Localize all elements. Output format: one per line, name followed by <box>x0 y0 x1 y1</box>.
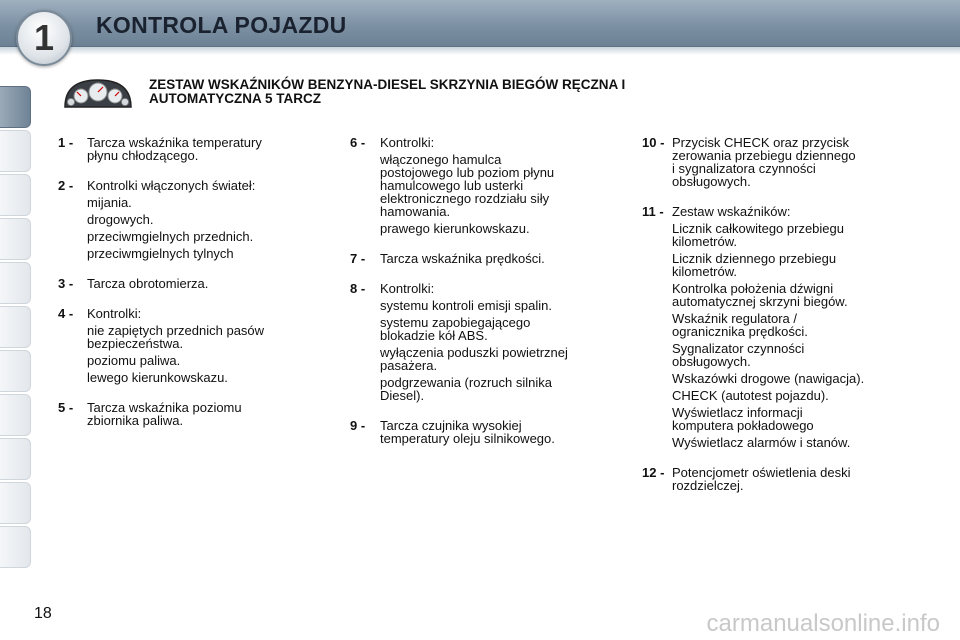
legend-subitem <box>672 372 914 385</box>
watermark: carmanualsonline.info <box>706 610 940 637</box>
legend-column-1 <box>58 136 318 427</box>
legend-subitem-text: przeciwmgielnych przednich. <box>87 229 254 244</box>
legend-subitem <box>672 312 914 338</box>
legend-subitem <box>672 406 914 432</box>
legend-item-text: Kontrolki: <box>87 306 142 321</box>
page-number: 18 <box>34 605 52 622</box>
legend-item-text: płynu chłodzącego. <box>87 148 199 163</box>
legend-subitem <box>380 222 612 235</box>
chapter-tab-10[interactable] <box>0 482 31 524</box>
legend-subitem <box>672 389 914 402</box>
legend-item-number: 9 - <box>350 418 366 433</box>
legend-subitem <box>380 376 612 402</box>
header-fade <box>0 47 960 55</box>
legend-subitem <box>672 436 914 449</box>
legend-subitem-text: Sygnalizator czynności <box>672 341 805 356</box>
legend-item-number: 6 - <box>350 135 366 150</box>
legend-subitem <box>380 346 612 372</box>
legend-subitem-text: Wskaźnik regulatora / <box>672 311 797 326</box>
chapter-tab-1[interactable] <box>0 86 31 128</box>
legend-item-text: Kontrolki: <box>380 135 435 150</box>
legend-subitem <box>380 299 612 312</box>
legend-subitem-text: Wyświetlacz alarmów i stanów. <box>672 435 851 450</box>
legend-item-text: Tarcza wskaźnika temperatury <box>87 135 262 150</box>
legend-subitem-text: Licznik całkowitego przebiegu <box>672 221 844 236</box>
legend-subitem-text: pasażera. <box>380 358 438 373</box>
chapter-tab-8[interactable] <box>0 394 31 436</box>
legend-subitem-text: Licznik dziennego przebiegu <box>672 251 837 266</box>
legend-subitem-text: Kontrolka położenia dźwigni <box>672 281 834 296</box>
legend-item-number: 5 - <box>58 400 74 415</box>
chapter-tab-7[interactable] <box>0 350 31 392</box>
legend-subitem-text: kilometrów. <box>672 264 738 279</box>
legend-item-text: Przycisk CHECK oraz przycisk <box>672 135 849 150</box>
legend-item <box>58 136 318 162</box>
legend-item-number: 11 - <box>642 204 664 219</box>
legend-item <box>350 282 612 402</box>
legend-item <box>350 419 612 445</box>
legend-subitem <box>87 371 318 384</box>
legend-subitem-text: drogowych. <box>87 212 154 227</box>
legend-subitem-text: obsługowych. <box>672 354 751 369</box>
legend-item <box>642 466 914 492</box>
legend-item-number: 3 - <box>58 276 74 291</box>
legend-item-text: Potencjometr oświetlenia deski <box>672 465 851 480</box>
legend-column-3 <box>642 136 914 492</box>
legend-subitem-text: nie zapiętych przednich pasów <box>87 323 265 338</box>
legend-item <box>642 205 914 449</box>
legend-item <box>350 252 612 265</box>
legend-subitem-text: CHECK (autotest pojazdu). <box>672 388 829 403</box>
legend-subitem <box>87 196 318 209</box>
legend-item-number: 7 - <box>350 251 366 266</box>
chapter-tab-6[interactable] <box>0 306 31 348</box>
legend-item-text: zerowania przebiegu dziennego <box>672 148 856 163</box>
legend-subitem-text: komputera pokładowego <box>672 418 814 433</box>
legend-item <box>58 307 318 384</box>
legend-subitem-text: przeciwmgielnych tylnych <box>87 246 234 261</box>
legend-item-number: 12 - <box>642 465 665 480</box>
legend-subitem <box>87 213 318 226</box>
legend-item-text: Tarcza wskaźnika prędkości. <box>380 251 545 266</box>
chapter-tab-11[interactable] <box>0 526 31 568</box>
legend-item-text: Tarcza wskaźnika poziomu <box>87 400 242 415</box>
legend-item <box>642 136 914 188</box>
legend-subitem-text: bezpieczeństwa. <box>87 336 184 351</box>
legend-item-text: obsługowych. <box>672 174 751 189</box>
legend-item-text: Tarcza czujnika wysokiej <box>380 418 522 433</box>
legend-subitem-text: postojowego lub poziom płynu <box>380 165 555 180</box>
legend-column-2 <box>350 136 612 445</box>
legend-subitem-text: lewego kierunkowskazu. <box>87 370 228 385</box>
legend-item-text: Kontrolki: <box>380 281 435 296</box>
legend-subitem <box>87 324 318 350</box>
legend-subitem-text: ogranicznika prędkości. <box>672 324 808 339</box>
legend-subitem <box>672 342 914 368</box>
legend-item <box>58 179 318 260</box>
legend-subitem <box>87 354 318 367</box>
legend-item-text: zbiornika paliwa. <box>87 413 184 428</box>
legend-subitem-text: włączonego hamulca <box>380 152 502 167</box>
section-title <box>149 78 829 106</box>
legend-item <box>58 277 318 290</box>
legend-subitem-text: poziomu paliwa. <box>87 353 181 368</box>
legend-item-number: 1 - <box>58 135 74 150</box>
legend-subitem <box>672 222 914 248</box>
legend-item-text: Zestaw wskaźników: <box>672 204 791 219</box>
chapter-badge <box>16 10 72 66</box>
legend-item-text: i sygnalizatora czynności <box>672 161 816 176</box>
chapter-number: 1 <box>33 17 55 58</box>
legend-item-number: 10 - <box>642 135 665 150</box>
chapter-tab-3[interactable] <box>0 174 31 216</box>
chapter-tabs <box>0 66 34 578</box>
legend-subitem-text: Wyświetlacz informacji <box>672 405 803 420</box>
legend-subitem-text: prawego kierunkowskazu. <box>380 221 530 236</box>
instrument-cluster-icon <box>62 77 134 109</box>
legend-subitem-text: Diesel). <box>380 388 425 403</box>
legend-subitem-text: automatycznej skrzyni biegów. <box>672 294 848 309</box>
legend-subitem-text: podgrzewania (rozruch silnika <box>380 375 552 390</box>
legend-item-text: Kontrolki włączonych świateł: <box>87 178 256 193</box>
legend-item-text: temperatury oleju silnikowego. <box>380 431 555 446</box>
legend-subitem <box>672 252 914 278</box>
legend-subitem <box>87 247 318 260</box>
legend-subitem <box>87 230 318 243</box>
chapter-tab-9[interactable] <box>0 438 31 480</box>
legend-subitem-text: Wskazówki drogowe (nawigacja). <box>672 371 865 386</box>
legend-item-number: 2 - <box>58 178 74 193</box>
legend-item-text: Tarcza obrotomierza. <box>87 276 209 291</box>
legend-subitem-text: elektronicznego rozdziału siły <box>380 191 550 206</box>
legend-subitem-text: kilometrów. <box>672 234 738 249</box>
legend-subitem <box>672 282 914 308</box>
chapter-tab-2[interactable] <box>0 130 31 172</box>
legend-item <box>350 136 612 235</box>
legend-item-number: 8 - <box>350 281 366 296</box>
legend-item-number: 4 - <box>58 306 74 321</box>
legend-subitem-text: systemu kontroli emisji spalin. <box>380 298 552 313</box>
legend-item <box>58 401 318 427</box>
legend-subitem-text: systemu zapobiegającego <box>380 315 531 330</box>
legend-subitem <box>380 316 612 342</box>
legend-subitem-text: mijania. <box>87 195 132 210</box>
section-title-line2: AUTOMATYCZNA 5 TARCZ <box>149 91 321 106</box>
chapter-tab-4[interactable] <box>0 218 31 260</box>
legend-subitem-text: wyłączenia poduszki powietrznej <box>380 345 568 360</box>
legend-item-text: rozdzielczej. <box>672 478 744 493</box>
section-title-line1: ZESTAW WSKAŹNIKÓW BENZYNA-DIESEL SKRZYNIA BIEGÓW RĘCZNA I <box>149 77 626 92</box>
chapter-tab-5[interactable] <box>0 262 31 304</box>
legend-subitem-text: blokadzie kół ABS. <box>380 328 488 343</box>
page-title: KONTROLA POJAZDU <box>96 12 347 38</box>
legend-subitem-text: hamowania. <box>380 204 451 219</box>
legend-subitem-text: hamulcowego lub usterki <box>380 178 524 193</box>
legend-subitem <box>380 153 612 218</box>
